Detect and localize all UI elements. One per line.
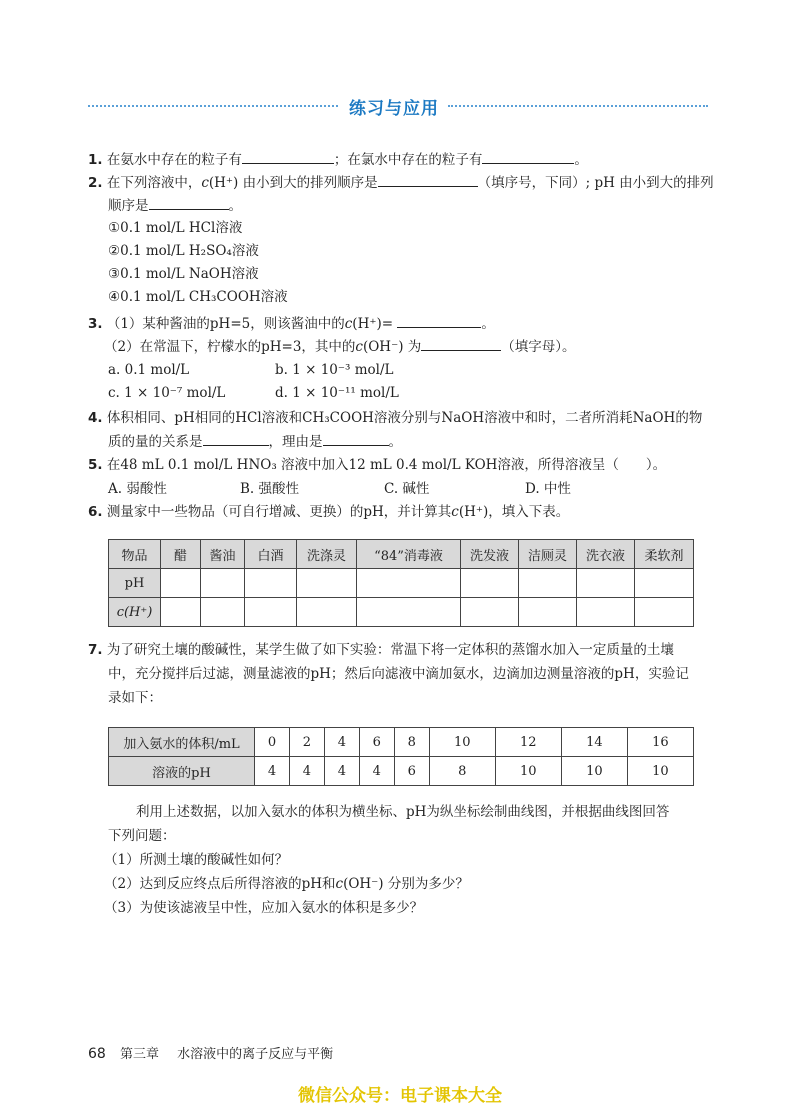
q2-option: ③0.1 mol/L NaOH溶液 bbox=[108, 266, 259, 282]
answer-blank[interactable] bbox=[482, 150, 574, 164]
q3-option-c: c. 1 × 10⁻⁷ mol/L bbox=[108, 385, 226, 401]
table-cell: 4 bbox=[289, 757, 324, 786]
question-2-cont: 顺序是 。 bbox=[108, 198, 242, 214]
section-header bbox=[88, 94, 708, 118]
table-cell: 14 bbox=[561, 728, 627, 757]
page-number: 68 bbox=[88, 1046, 106, 1062]
table-header-cell: 醋 bbox=[161, 540, 201, 569]
answer-blank[interactable] bbox=[149, 196, 229, 210]
table-header-cell: 柔软剂 bbox=[635, 540, 694, 569]
question-3-part-2: （2）在常温下，柠檬水的pH=3，其中的c(OH⁻) 为 （填字母）。 bbox=[104, 339, 576, 355]
section-title: 练习与应用 bbox=[349, 99, 439, 119]
question-7-prompt-cont: 下列问题： bbox=[108, 828, 176, 844]
table-cell[interactable] bbox=[461, 569, 519, 598]
table-cell: 10 bbox=[627, 757, 693, 786]
table-header-cell: 洁厕灵 bbox=[519, 540, 577, 569]
table-cell: 10 bbox=[495, 757, 561, 786]
question-6: 6. 测量家中一些物品（可自行增减、更换）的pH，并计算其c(H⁺)，填入下表。 bbox=[88, 504, 570, 520]
table-cell: 12 bbox=[495, 728, 561, 757]
table-cell[interactable] bbox=[201, 569, 245, 598]
question-7: 7. 为了研究土壤的酸碱性，某学生做了如下实验：常温下将一定体积的蒸馏水加入一定质量的土壤 bbox=[88, 642, 674, 658]
q2-option: ④0.1 mol/L CH₃COOH溶液 bbox=[108, 289, 288, 305]
table-cell[interactable] bbox=[357, 569, 461, 598]
table-cell: 4 bbox=[255, 757, 290, 786]
header-dots-left bbox=[88, 105, 338, 107]
answer-blank[interactable] bbox=[397, 314, 481, 328]
answer-blank[interactable] bbox=[421, 337, 501, 351]
row-label: 加入氨水的体积/mL bbox=[109, 728, 255, 757]
titration-table bbox=[108, 727, 694, 786]
table-cell[interactable] bbox=[577, 598, 635, 627]
question-5: 5. 在48 mL 0.1 mol/L HNO₃ 溶液中加入12 mL 0.4 mol/L KOH溶液，所得溶液呈（ ）。 bbox=[88, 457, 667, 473]
q2-option: ①0.1 mol/L HCl溶液 bbox=[108, 220, 243, 236]
table-cell: 6 bbox=[359, 728, 394, 757]
table-cell: 4 bbox=[324, 757, 359, 786]
table-cell: 2 bbox=[289, 728, 324, 757]
question-7-sub-2: （2）达到反应终点后所得溶液的pH和c(OH⁻) 分别为多少？ bbox=[104, 876, 469, 892]
question-1: 1. 在氨水中存在的粒子有 ；在氯水中存在的粒子有 。 bbox=[88, 152, 588, 168]
table-header-cell: 白酒 bbox=[245, 540, 297, 569]
row-label: c(H⁺) bbox=[109, 598, 161, 627]
table-cell[interactable] bbox=[635, 569, 694, 598]
table-cell: 0 bbox=[255, 728, 290, 757]
table-cell: 8 bbox=[429, 757, 495, 786]
q5-option-c: C. 碱性 bbox=[384, 481, 430, 497]
table-cell: 4 bbox=[359, 757, 394, 786]
table-header-cell: 洗发液 bbox=[461, 540, 519, 569]
question-7-prompt: 利用上述数据，以加入氨水的体积为横坐标、pH为纵坐标绘制曲线图，并根据曲线图回答 bbox=[136, 804, 670, 820]
table-cell[interactable] bbox=[245, 569, 297, 598]
table-row bbox=[109, 598, 694, 627]
page-footer bbox=[88, 1043, 333, 1062]
answer-blank[interactable] bbox=[378, 173, 478, 187]
question-2: 2. 在下列溶液中，c(H⁺) 由小到大的排列顺序是 （填序号，下同）; pH 由小到大的排列 bbox=[88, 175, 714, 191]
q3-option-b: b. 1 × 10⁻³ mol/L bbox=[275, 362, 394, 378]
q3-option-d: d. 1 × 10⁻¹¹ mol/L bbox=[275, 385, 399, 401]
table-cell: 10 bbox=[561, 757, 627, 786]
answer-blank[interactable] bbox=[323, 432, 389, 446]
question-4-cont: 质的量的关系是 ，理由是 。 bbox=[108, 434, 402, 450]
q5-option-d: D. 中性 bbox=[525, 481, 571, 497]
question-7-line-3: 录如下： bbox=[108, 690, 162, 706]
table-cell[interactable] bbox=[161, 598, 201, 627]
answer-blank[interactable] bbox=[242, 150, 334, 164]
table-cell: 8 bbox=[394, 728, 429, 757]
table-cell: 6 bbox=[394, 757, 429, 786]
table-cell[interactable] bbox=[577, 569, 635, 598]
header-dots-right bbox=[448, 105, 708, 107]
table-row bbox=[109, 569, 694, 598]
table-cell[interactable] bbox=[519, 598, 577, 627]
table-header-cell: 物品 bbox=[109, 540, 161, 569]
chapter-title: 水溶液中的离子反应与平衡 bbox=[177, 1047, 334, 1062]
question-7-sub-1: （1）所测土壤的酸碱性如何？ bbox=[104, 852, 289, 868]
table-cell[interactable] bbox=[201, 598, 245, 627]
table-cell[interactable] bbox=[297, 598, 357, 627]
row-label: pH bbox=[109, 569, 161, 598]
question-7-sub-3: （3）为使该滤液呈中性，应加入氨水的体积是多少？ bbox=[104, 900, 424, 916]
table-cell[interactable] bbox=[297, 569, 357, 598]
table-row bbox=[109, 728, 694, 757]
table-cell: 16 bbox=[627, 728, 693, 757]
table-cell: 4 bbox=[324, 728, 359, 757]
table-row bbox=[109, 757, 694, 786]
question-4: 4. 体积相同、pH相同的HCl溶液和CH₃COOH溶液分别与NaOH溶液中和时，二者所消耗NaOH的物 bbox=[88, 410, 703, 426]
table-cell[interactable] bbox=[357, 598, 461, 627]
household-ph-table bbox=[108, 539, 694, 627]
table-cell[interactable] bbox=[519, 569, 577, 598]
table-cell[interactable] bbox=[635, 598, 694, 627]
q5-option-b: B. 强酸性 bbox=[240, 481, 300, 497]
table-header-cell: 酱油 bbox=[201, 540, 245, 569]
table-cell[interactable] bbox=[161, 569, 201, 598]
chapter-label: 第三章 bbox=[119, 1047, 159, 1062]
table-header-cell: “84”消毒液 bbox=[357, 540, 461, 569]
answer-blank[interactable] bbox=[203, 432, 269, 446]
bottom-note: 微信公众号：电子课本大全 bbox=[298, 1086, 502, 1106]
table-header-cell: 洗涤灵 bbox=[297, 540, 357, 569]
q3-option-a: a. 0.1 mol/L bbox=[108, 362, 190, 378]
table-header-cell: 洗衣液 bbox=[577, 540, 635, 569]
row-label: 溶液的pH bbox=[109, 757, 255, 786]
table-cell: 10 bbox=[429, 728, 495, 757]
q5-option-a: A. 弱酸性 bbox=[108, 481, 167, 497]
table-cell[interactable] bbox=[245, 598, 297, 627]
q2-option: ②0.1 mol/L H₂SO₄溶液 bbox=[108, 243, 259, 259]
question-3-part-1: 3. （1）某种酱油的pH=5，则该酱油中的c(H⁺)= 。 bbox=[88, 316, 495, 332]
table-cell[interactable] bbox=[461, 598, 519, 627]
question-7-line-2: 中，充分搅拌后过滤，测量滤液的pH；然后向滤液中滴加氨水，边滴加边测量溶液的pH，实验记 bbox=[108, 666, 689, 682]
